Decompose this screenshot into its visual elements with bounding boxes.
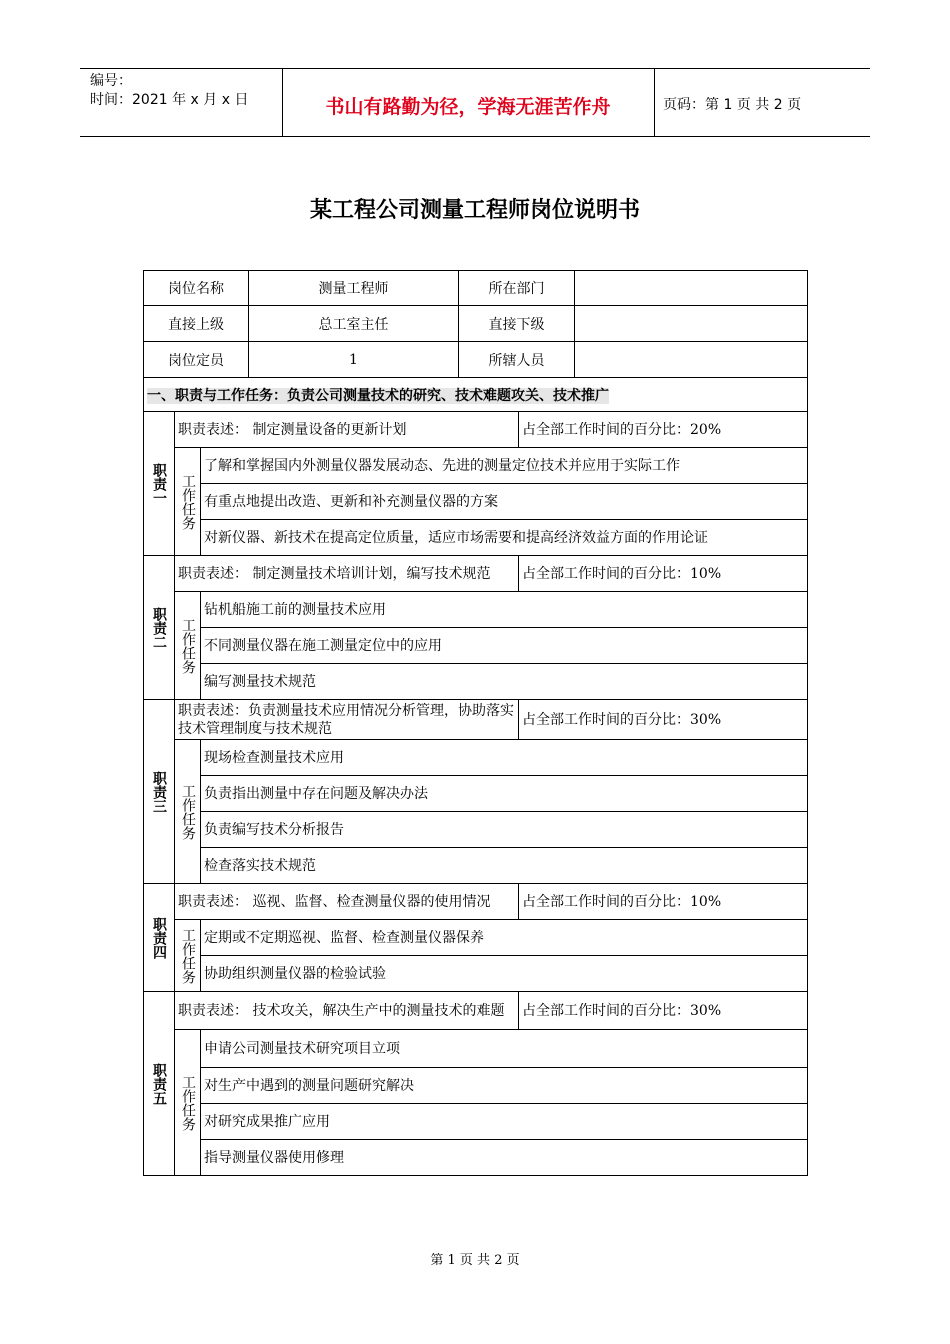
task-row <box>144 920 808 956</box>
duty-time-percentage: 占全部工作时间的百分比：10% <box>519 556 808 592</box>
task-row <box>144 664 808 700</box>
value-superior: 总工室主任 <box>249 306 459 342</box>
value-subordinate <box>575 306 808 342</box>
section-heading-row <box>144 378 808 412</box>
label-position-name: 岗位名称 <box>144 271 249 306</box>
duty-desc-row <box>144 412 808 448</box>
duty-description: 职责表述：负责测量技术应用情况分析管理，协助落实技术管理制度与技术规范 <box>175 700 519 740</box>
duty-desc-row <box>144 884 808 920</box>
duty-time-percentage: 占全部工作时间的百分比：10% <box>519 884 808 920</box>
task-item: 负责指出测量中存在问题及解决办法 <box>201 776 808 812</box>
duty-description: 职责表述： 制定测量设备的更新计划 <box>175 412 519 448</box>
value-headcount: 1 <box>249 342 459 378</box>
task-row <box>144 956 808 992</box>
task-row <box>144 484 808 520</box>
task-item: 钻机船施工前的测量技术应用 <box>201 592 808 628</box>
task-row <box>144 520 808 556</box>
label-department: 所在部门 <box>459 271 575 306</box>
job-description-table <box>143 270 808 1176</box>
task-row <box>144 628 808 664</box>
task-item: 检查落实技术规范 <box>201 848 808 884</box>
basic-row-3 <box>144 342 808 378</box>
duty-time-percentage: 占全部工作时间的百分比：30% <box>519 700 808 740</box>
task-label: 工作任务 <box>175 1030 201 1176</box>
task-item: 了解和掌握国内外测量仪器发展动态、先进的测量定位技术并应用于实际工作 <box>201 448 808 484</box>
number-label: 编号： <box>90 73 132 89</box>
task-item: 负责编写技术分析报告 <box>201 812 808 848</box>
header-motto: 书山有路勤为径，学海无涯苦作舟 <box>325 96 611 118</box>
basic-row-1 <box>144 271 808 306</box>
header-meta <box>90 72 248 110</box>
header-bottom-rule <box>80 136 870 137</box>
label-headcount: 岗位定员 <box>144 342 249 378</box>
task-item: 协助组织测量仪器的检验试验 <box>201 956 808 992</box>
duty-desc-row <box>144 700 808 740</box>
header-page-label: 页码：第 1 页 共 2 页 <box>663 97 802 113</box>
section-heading <box>144 378 808 412</box>
label-subordinate: 直接下级 <box>459 306 575 342</box>
task-item: 不同测量仪器在施工测量定位中的应用 <box>201 628 808 664</box>
document-title: 某工程公司测量工程师岗位说明书 <box>309 198 640 223</box>
task-row <box>144 448 808 484</box>
time-label: 时间：2021 年 x 月 x 日 <box>90 92 249 108</box>
section-heading-text: 一、职责与工作任务：负责公司测量技术的研究、技术难题攻关、技术推广 <box>147 387 609 404</box>
task-label: 工作任务 <box>175 740 201 884</box>
task-label: 工作任务 <box>175 592 201 700</box>
duty-description: 职责表述： 技术攻关，解决生产中的测量技术的难题 <box>175 992 519 1030</box>
duty-description: 职责表述： 制定测量技术培训计划，编写技术规范 <box>175 556 519 592</box>
task-item: 指导测量仪器使用修理 <box>201 1140 808 1176</box>
task-row <box>144 848 808 884</box>
duty-desc-row <box>144 992 808 1030</box>
task-item: 对研究成果推广应用 <box>201 1104 808 1140</box>
task-row <box>144 776 808 812</box>
duty-time-percentage: 占全部工作时间的百分比：20% <box>519 412 808 448</box>
task-row <box>144 1068 808 1104</box>
header-top-rule <box>80 68 870 69</box>
header-divider-right <box>654 68 655 136</box>
task-item: 现场检查测量技术应用 <box>201 740 808 776</box>
label-superior: 直接上级 <box>144 306 249 342</box>
task-label: 工作任务 <box>175 920 201 992</box>
task-label: 工作任务 <box>175 448 201 556</box>
task-row <box>144 1104 808 1140</box>
task-item: 定期或不定期巡视、监督、检查测量仪器保养 <box>201 920 808 956</box>
task-item: 对新仪器、新技术在提高定位质量，适应市场需要和提高经济效益方面的作用论证 <box>201 520 808 556</box>
duty-name: 职责三 <box>144 700 175 884</box>
task-item: 有重点地提出改造、更新和补充测量仪器的方案 <box>201 484 808 520</box>
task-row <box>144 740 808 776</box>
task-item: 对生产中遇到的测量问题研究解决 <box>201 1068 808 1104</box>
duty-description: 职责表述： 巡视、监督、检查测量仪器的使用情况 <box>175 884 519 920</box>
page-footer: 第 1 页 共 2 页 <box>430 1253 520 1268</box>
label-staff: 所辖人员 <box>459 342 575 378</box>
duty-name: 职责四 <box>144 884 175 992</box>
task-row <box>144 592 808 628</box>
duty-name: 职责二 <box>144 556 175 700</box>
task-row <box>144 1140 808 1176</box>
basic-row-2 <box>144 306 808 342</box>
task-row <box>144 1030 808 1068</box>
duty-desc-row <box>144 556 808 592</box>
value-position-name: 测量工程师 <box>249 271 459 306</box>
duty-name: 职责五 <box>144 992 175 1176</box>
task-item: 编写测量技术规范 <box>201 664 808 700</box>
task-item: 申请公司测量技术研究项目立项 <box>201 1030 808 1068</box>
value-department <box>575 271 808 306</box>
value-staff <box>575 342 808 378</box>
duty-time-percentage: 占全部工作时间的百分比：30% <box>519 992 808 1030</box>
duty-name: 职责一 <box>144 412 175 556</box>
task-row <box>144 812 808 848</box>
